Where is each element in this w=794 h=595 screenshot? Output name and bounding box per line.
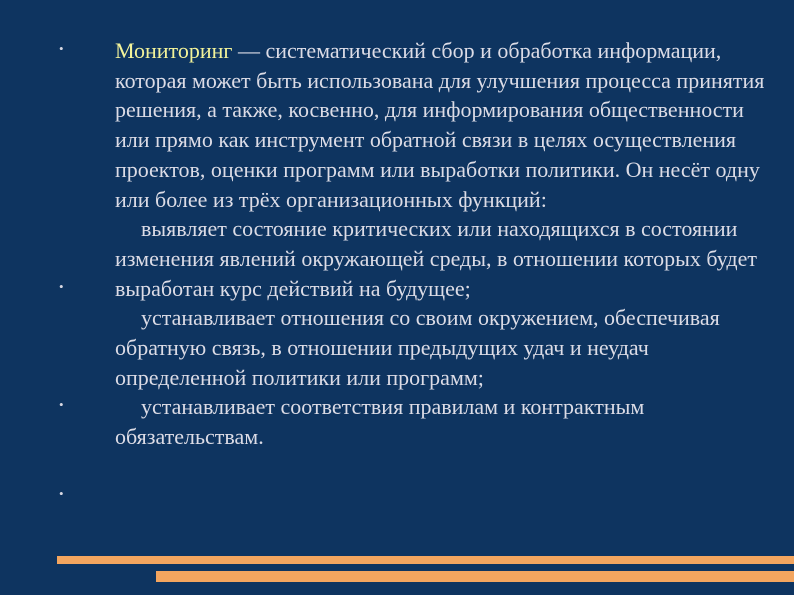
bullet-marker: • (59, 41, 64, 56)
function-text-3: устанавливает соответствия правилам и контрактным обязательствам. (115, 394, 645, 450)
definition-text: — систематический сбор и обработка информации, которая может быть использована для улучшения процесса принятия решения, а также, косвенно, для информирования общественности или прямо как инструмент обратной связи в целях осуществления проектов, оценки программ или выработки политики. Он несёт одну или более из трёх организационных функций: (115, 38, 765, 212)
monitoring-term: Мониторинг (115, 38, 233, 63)
bullet-marker: • (59, 279, 64, 294)
function-text-1: выявляет состояние критических или находящихся в состоянии изменения явлений окружающей среды, в отношении которых будет выработан курс действий на будущее; (115, 216, 757, 301)
definition-paragraph (115, 36, 765, 214)
function-item-2 (115, 303, 765, 392)
bullet-marker: • (59, 486, 64, 501)
function-text-2: устанавливает отношения со своим окружением, обеспечивая обратную связь, в отношении предыдущих удач и неудач определенной политики или программ; (115, 305, 720, 390)
function-item-1 (115, 214, 765, 303)
slide-body (115, 36, 765, 452)
accent-bar-lower (156, 571, 794, 582)
function-item-3 (115, 392, 765, 451)
accent-bar-upper (57, 556, 794, 564)
bullet-marker: • (59, 397, 64, 412)
